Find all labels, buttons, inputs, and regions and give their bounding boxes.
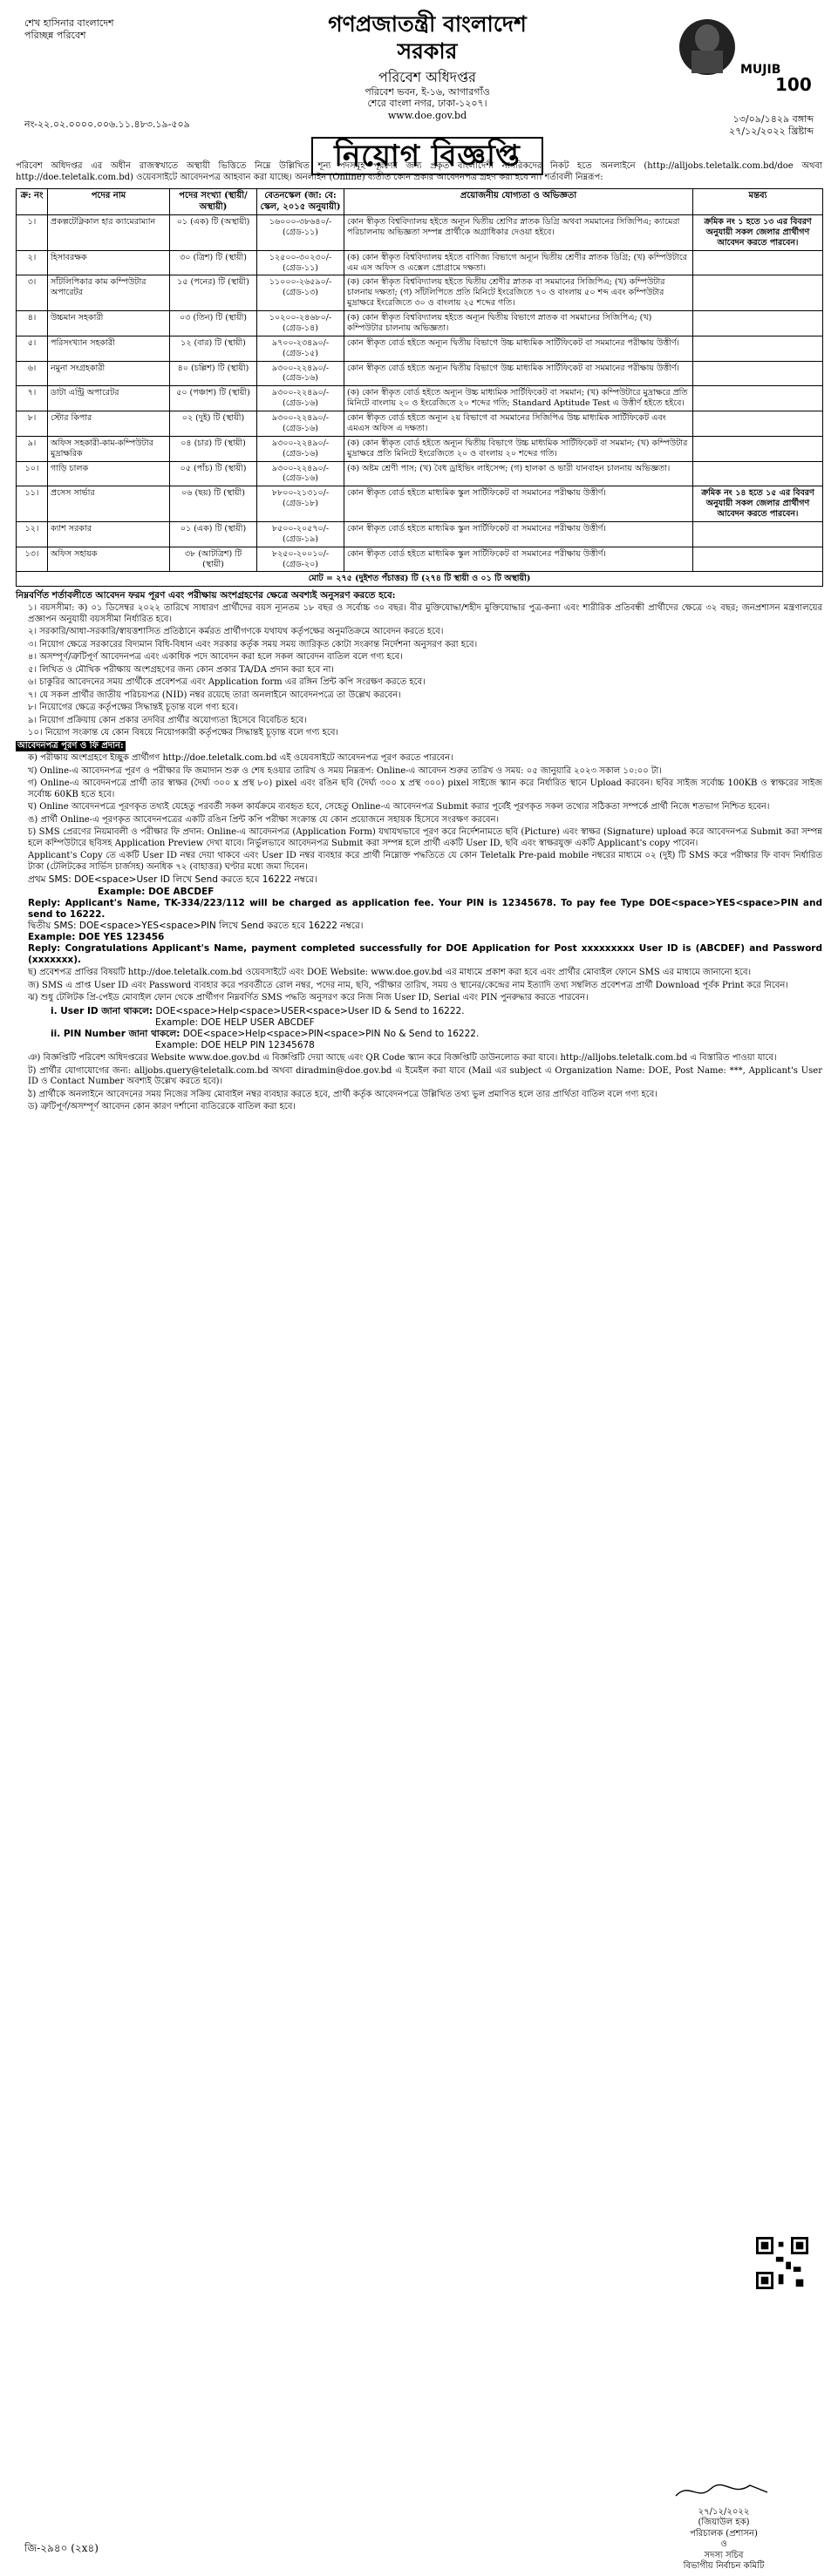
- cell-qualification: কোন স্বীকৃত বিশ্ববিদ্যালয় হইতে অন্যূন দ্বিতীয় শ্রেণির স্নাতক ডিগ্রি অথবা সমমানের সিজিপিএ; ক্যামেরা পরিচালনায় অভিজ্ঞতা সম্পন্ন প্রার্থীকে অগ্রাধিকার দেওয়া হইবে।: [344, 215, 693, 251]
- recovery-user-label: i. User ID জানা থাকলে:: [51, 1005, 153, 1016]
- final-point: ঞ) বিজ্ঞপ্তিটি পরিবেশ অধিদপ্তরের Website www.doe.gov.bd এ বিজ্ঞপ্তিটি দেয়া আছে এবং QR Code স্ক্যান করে বিজ্ঞপ্তিটি ডাউনলোড করা যাবে। http://alljobs.teletalk.com.bd এ বিস্তারিত পাওয়া যাবে।: [28, 1053, 777, 1064]
- svg-text:100: 100: [775, 74, 812, 95]
- cell-serial: ৩।: [17, 275, 48, 311]
- col-header-scale: বেতনস্কেল (জা: বে: স্কেল, ২০১৫ অনুযায়ী): [257, 189, 344, 215]
- cell-post-count: ৪০ (চল্লিশ) টি (স্থায়ী): [170, 361, 257, 386]
- cell-post-name: নমুনা সংগ্রহকারী: [48, 361, 170, 386]
- slogan: [24, 17, 181, 43]
- cell-serial: ২।: [17, 250, 48, 275]
- cell-pay-scale: ৯৩০০-২২৪৯০/- (গ্রেড-১৬): [257, 461, 344, 486]
- cell-post-name: গাড়ি চালক: [48, 461, 170, 486]
- gov-title: গণপ্রজাতন্ত্রী বাংলাদেশ সরকার: [328, 11, 527, 65]
- cell-post-name: প্রকল্পটেক্নিকাল হার ক্যামেরাম্যান: [48, 215, 170, 251]
- sms-reply-2: Reply: Congratulations Applicant's Name, payment completed successfully for DOE Application for Post xxxxxxxxx User ID is (ABCDEF) and Password (xxxxxxx).: [28, 943, 822, 966]
- date-block: [729, 113, 814, 138]
- cell-serial: ১২।: [17, 521, 48, 547]
- recovery-intro: ঝ) শুধু টেলিটক প্রি-পেইড মোবাইল ফোন থেকে প্রার্থীগণ নিম্নবর্ণিত SMS পদ্ধতি অনুসরণ করে নিজ নিজ User ID, Serial এবং PIN পুনরুদ্ধার করতে পারবেন।: [28, 993, 589, 1003]
- cell-post-name: ডাটা এন্ট্রি অপারেটর: [48, 386, 170, 411]
- cell-post-count: ০৫ (পাঁচ) টি (স্থায়ী): [170, 461, 257, 486]
- table-row: [17, 461, 823, 486]
- address-line-1: পরিবেশ ভবন, ই-১৬, আগারগাঁও: [364, 85, 490, 98]
- cell-remarks: ক্রমিক নং ১ হতে ১৩ এর বিবরণ অনুযায়ী সকল জেলার প্রার্থীগণ আবেদন করতে পারবেন।: [693, 215, 823, 251]
- cell-qualification: (ক) কোন স্বীকৃত বোর্ড হইতে অন্যূন দ্বিতীয় বিভাগে উচ্চ মাধ্যমিক সার্টিফিকেট বা সমমান; (খ) কম্পিউটার মুদ্রাক্ষরে প্রতি মিনিটে ইংরেজিতে ২০ ও বাংলায় ২০ শব্দের গতি।: [344, 436, 693, 461]
- date-bangla: ১৩/০৯/১৪২৯ বঙ্গাব্দ: [732, 113, 814, 125]
- cell-post-name: স্টোর কিপার: [48, 411, 170, 437]
- cell-pay-scale: ১১০০০-২৬৫৯০/- (গ্রেড-১৩): [257, 275, 344, 311]
- download-admit-card: জ) SMS এ প্রাপ্ত User ID এবং Password ব্যবহার করে পরবর্তীতে রোল নম্বর, পদের নাম, ছবি, পরীক্ষার তারিখ, সময় ও স্থানের/কেন্দ্রের নাম ইত্যাদি তথ্য সম্বলিত প্রবেশপত্র প্রার্থী Download পূর্বক Print করে নিবেন।: [28, 980, 788, 990]
- col-header-post: পদের নাম: [48, 189, 170, 215]
- website-link[interactable]: www.doe.gov.bd: [387, 110, 467, 121]
- address-line-2: শেরে বাংলা নগর, ঢাকা-১২০৭।: [367, 98, 487, 110]
- mujib-centenary-logo-icon: [672, 12, 812, 99]
- cell-post-name: অফিস সহায়ক: [48, 547, 170, 572]
- cell-qualification: কোন স্বীকৃত বোর্ড হইতে মাধ্যমিক স্কুল সার্টিফিকেট বা সমমানের পরীক্ষায় উত্তীর্ণ।: [344, 486, 693, 522]
- cell-remarks: [693, 275, 823, 311]
- svg-text:MUJIB: MUJIB: [740, 63, 781, 77]
- sms-reply-1: Reply: Applicant's Name, TK-334/223/112 will be charged as application fee. Your PIN is 12345678. To pay fee Type DOE<space>YES<space>PIN and send to 16222.: [28, 897, 822, 920]
- condition-item: ৮। নিয়োগের ক্ষেত্রে কর্তৃপক্ষের সিদ্ধান্তই চূড়ান্ত বলে গণ্য হবে।: [28, 703, 238, 713]
- signer-conjunction: ও: [720, 2539, 727, 2549]
- cell-serial: ৯।: [17, 436, 48, 461]
- cell-post-count: ০৩ (তিন) টি (স্থায়ী): [170, 311, 257, 336]
- table-row: [17, 275, 823, 311]
- cell-pay-scale: ৯৭০০-২৩৪৯০/- (গ্রেড-১৫): [257, 336, 344, 361]
- slogan-line-1: শেখ হাসিনার বাংলাদেশ: [24, 17, 114, 29]
- apply-heading: আবেদনপত্র পূরণ ও ফি প্রদান:: [17, 740, 124, 751]
- cell-qualification: (ক) অষ্টম শ্রেণী পাস; (খ) বৈধ ড্রাইভিং লাইসেন্স; (গ) হালকা ও ভারী যানবাহন চালনায় অভিজ্ঞতা।: [344, 461, 693, 486]
- memo-number: নং-২২.০২.০০০০.০০৬.১১.৪৮৩.১৯-৫০৯: [24, 119, 190, 130]
- cell-pay-scale: ৮৫০০-২০৫৭০/- (গ্রেড-১৯): [257, 521, 344, 547]
- signer-name: (জিয়াউল হক): [698, 2518, 750, 2527]
- recovery-user-example: Example: DOE HELP USER ABCDEF: [155, 1017, 315, 1028]
- sms-first-label: প্রথম SMS: DOE<space>User ID লিখে Send করতে হবে 16222 নম্বরে।: [28, 874, 317, 886]
- dept-name: পরিবেশ অধিদপ্তর: [378, 68, 476, 85]
- cell-post-name: উচ্চমান সহকারী: [48, 311, 170, 336]
- cell-remarks: [693, 250, 823, 275]
- qr-code-icon[interactable]: [756, 2237, 808, 2289]
- cell-qualification: কোন স্বীকৃত বোর্ড হইতে মাধ্যমিক স্কুল সার্টিফিকেট বা সমমানের পরীক্ষায় উত্তীর্ণ।: [344, 547, 693, 572]
- sms-example-1: Example: DOE ABCDEF: [98, 886, 215, 897]
- cell-pay-scale: ৯৩০০-২২৪৯০/- (গ্রেড-১৬): [257, 361, 344, 386]
- cell-qualification: (ক) কোন স্বীকৃত বোর্ড হইতে অন্যূন উচ্চ মাধ্যমিক সার্টিফিকেট বা সমমান; (খ) কম্পিউটারে মুদ্রাক্ষরে প্রতি মিনিটে বাংলায় ২০ ও ইংরেজিতে ২০ শব্দের গতি; Standard Aptitude Test এ উত্তীর্ণ হইতে হইবে।: [344, 386, 693, 411]
- sms-example-2: Example: DOE YES 123456: [28, 932, 165, 942]
- cell-remarks: ক্রমিক নং ১৪ হতে ১৫ এর বিবরণ অনুযায়ী সকল জেলার প্রার্থীগণ আবেদন করতে পারবেন।: [693, 486, 823, 522]
- cell-post-count: ৩৮ (আটত্রিশ) টি (স্থায়ী): [170, 547, 257, 572]
- title-text: নিয়োগ বিজ্ঞপ্তি: [311, 137, 543, 175]
- apply-point: খ) Online-এ আবেদনপত্র পূরণ ও পরীক্ষার ফি জমাদান শুরু ও শেষ হওয়ার তারিখ ও সময় নিম্নরূপ: Online-এ আবেদন শুরুর তারিখ ও সময়: ০৫ জানুয়ারি ২০২৩ সকাল ১০:০০ টা।: [28, 765, 662, 776]
- cell-post-count: ১২ (বার) টি (স্থায়ী): [170, 336, 257, 361]
- table-header-row: [17, 189, 823, 215]
- apply-point: ঙ) প্রার্থী Online-এ পূরণকৃত আবেদনপত্রের একটি রঙিন প্রিন্ট কপি পরীক্ষা সংক্রান্ত যে কোন প্রয়োজনে সহায়ক হিসেবে সংরক্ষণ করবেন।: [28, 814, 500, 825]
- cell-qualification: কোন স্বীকৃত বোর্ড হইতে অন্যূন দ্বিতীয় বিভাগে উচ্চ মাধ্যমিক সার্টিফিকেট বা সমমানের পরীক্ষায় উত্তীর্ণ।: [344, 336, 693, 361]
- signer-role: পরিচালক (প্রশাসন): [690, 2528, 758, 2539]
- cell-qualification: (ক) কোন স্বীকৃত বিশ্ববিদ্যালয় হইতে অন্যূন দ্বিতীয় বিভাগে স্নাতক বা সমমানের সিজিপিএ; (খ) কম্পিউটার চালনায় অভিজ্ঞতা।: [344, 311, 693, 336]
- govt-heading: [296, 10, 558, 122]
- final-point: ড) ত্রুটিপূর্ণ/অসম্পূর্ণ আবেদন কোন কারণ দর্শানো ব্যতিরেকে বাতিল করা হবে।: [28, 1102, 296, 1112]
- final-point: ট) প্রার্থীর যোগাযোগের জন্য: alljobs.query@teletalk.com.bd অথবা diradmin@doe.gov.bd এ ইমেইল করা যাবে (Mail এর subject এ Organization Name: DOE, Post Name: ***, Applicant's User ID ও Contact Number অবশ্যই উল্লেখ করতে হবে)।: [28, 1065, 822, 1087]
- apply-section: [16, 741, 822, 1113]
- cell-serial: ১।: [17, 215, 48, 251]
- cell-post-name: প্রসেস সার্ভার: [48, 486, 170, 522]
- cell-qualification: কোন স্বীকৃত বোর্ড হইতে মাধ্যমিক স্কুল সার্টিফিকেট বা সমমানের পরীক্ষায় উত্তীর্ণ।: [344, 521, 693, 547]
- cell-pay-scale: ১২৫০০-৩০২৩০/- (গ্রেড-১১): [257, 250, 344, 275]
- condition-item: ৪। অসম্পূর্ণ/ত্রুটিপূর্ণ আবেদনপত্র এবং একাধিক পদে আবেদন করা হলে সকল আবেদন বাতিল বলে গণ্য হবে।: [28, 652, 403, 663]
- cell-remarks: [693, 436, 823, 461]
- cell-post-name: হিসাবরক্ষক: [48, 250, 170, 275]
- recovery-pin-example: Example: DOE HELP PIN 12345678: [155, 1040, 315, 1051]
- final-point: ঠ) প্রার্থীকে অনলাইনে আবেদনের সময় নিজের সক্রিয় মোবাইল নম্বর ব্যবহার করতে হবে, প্রার্থী কর্তৃক আবেদনপত্রে উল্লিখিত তথ্য ভুল প্রমাণিত হলে তার প্রার্থিতা বাতিল বলে গণ্য হবে।: [28, 1089, 657, 1099]
- vacancy-table: [16, 188, 823, 587]
- cell-serial: ৪।: [17, 311, 48, 336]
- signature-date: ২৭/১২/২০২২: [698, 2506, 750, 2517]
- conditions-list: [16, 603, 822, 739]
- admit-card-notice: ছ) প্রবেশপত্র প্রাপ্তির বিষয়টি http://doe.teletalk.com.bd ওয়েবসাইটে এবং DOE Website: www.doe.gov.bd এর মাধ্যমে প্রকাশ করা হবে এবং প্রার্থীর মোবাইল ফোনে SMS এর মাধ্যমে জানানো হবে।: [28, 968, 752, 978]
- table-row: [17, 436, 823, 461]
- slogan-line-2: পরিচ্ছন্ন পরিবেশ: [24, 30, 86, 42]
- condition-item: ২। সরকারি/আধা-সরকারি/স্বায়ত্তশাসিত প্রতিষ্ঠানে কর্মরত প্রার্থীগণকে যথাযথ কর্তৃপক্ষের অনুমতিক্রমে আবেদন করতে হবে।: [28, 627, 444, 637]
- cell-serial: ৬।: [17, 361, 48, 386]
- cell-post-count: ০১ (এক) টি (অস্থায়ী): [170, 215, 257, 251]
- table-row: [17, 411, 823, 437]
- table-row: [17, 486, 823, 522]
- cell-serial: ১৩।: [17, 547, 48, 572]
- cell-post-count: ০১ (এক) টি (স্থায়ী): [170, 521, 257, 547]
- cell-serial: ৭।: [17, 386, 48, 411]
- cell-post-count: ৫০ (পঞ্চাশ) টি (স্থায়ী): [170, 386, 257, 411]
- apply-point: চ) SMS প্রেরণের নিয়মাবলী ও পরীক্ষার ফি প্রদান: Online-এ আবেদনপত্র (Application Form) যথাযথভাবে পূরণ করে নির্দেশনামতে ছবি (Picture) এবং স্বাক্ষর (Signature) upload করে আবেদনপত্র Submit করা সম্পন্ন হলে কম্পিউটারে ছবিসহ Application Preview দেখা যাবে। নির্ভুলভাবে আবেদনপত্র Submit করা সম্পন্ন হলে প্রার্থী একটি User ID, ছবি এবং স্বাক্ষরযুক্ত একটি Applicant's copy পাবেন।: [28, 827, 822, 848]
- condition-item: ১০। নিয়োগ সংক্রান্ত যে কোন বিষয়ে নিয়োগকারী কর্তৃপক্ষের সিদ্ধান্তই চূড়ান্ত বলে গণ্য হবে।: [28, 728, 338, 738]
- cell-pay-scale: ৮৮০০-২১৩১০/- (গ্রেড-১৮): [257, 486, 344, 522]
- col-header-sl: ক্র: নং: [17, 189, 48, 215]
- table-row: [17, 250, 823, 275]
- cell-remarks: [693, 361, 823, 386]
- sms-instructions: [28, 874, 822, 966]
- cell-serial: ১০।: [17, 461, 48, 486]
- cell-post-count: ০৪ (চার) টি (স্থায়ী): [170, 436, 257, 461]
- notice-page: [9, 9, 829, 2571]
- cell-remarks: [693, 461, 823, 486]
- cell-post-count: ০২ (দুই) টি (স্থায়ী): [170, 411, 257, 437]
- cell-remarks: [693, 336, 823, 361]
- condition-item: ১। বয়সসীমা: ক) ০১ ডিসেম্বর ২০২২ তারিখে সাধারণ প্রার্থীদের বয়স ন্যূনতম ১৮ বছর ও সর্বোচ্চ ৩০ বছর। বীর মুক্তিযোদ্ধা/শহীদ মুক্তিযোদ্ধার পুত্র-কন্যা এবং শারীরিক প্রতিবন্ধী প্রার্থীদের ক্ষেত্রে ৩২ বছর; জনপ্রশাসন মন্ত্রণালয়ের প্রজ্ঞাপন অনুযায়ী বয়সসীমা নির্ধারিত হবে।: [28, 603, 822, 624]
- ad-number: জি-২৯৪০ (২x৪): [24, 2542, 99, 2554]
- cell-remarks: [693, 411, 823, 437]
- recovery-user-cmd: DOE<space>Help<space>USER<space>User ID & Send to 16222.: [155, 1005, 465, 1016]
- table-row: [17, 521, 823, 547]
- intro-paragraph: পরিবেশ অধিদপ্তর এর অধীন রাজস্বখাতে অস্থায়ী ভিত্তিতে নিম্নে উল্লিখিত শূন্য পদসমূহ পূরণের জন্য প্রকৃত বাংলাদেশী নাগরিকদের নিকট হতে অনলাইনে (http://alljobs.teletalk.com.bd/doe অথবা http://doe.teletalk.com.bd) ওয়েবসাইটে আবেদনপত্র আহবান করা যাচ্ছে। অনলাইন (Online) ব্যতীত কোন প্রকার আবেদনপত্র গ্রহণ করা হবে না। শর্তাবলী নিম্নরূপ:: [16, 161, 822, 182]
- conditions-heading: নিম্নবর্ণিত শর্তাবলীতে আবেদন ফরম পূরণ এবং পরীক্ষায় অংশগ্রহণের ক্ষেত্রে অবশ্যই অনুসরণ করতে হবে:: [16, 590, 396, 602]
- table-row: [17, 361, 823, 386]
- col-header-remarks: মন্তব্য: [693, 189, 823, 215]
- table-row: [17, 386, 823, 411]
- cell-post-name: সাঁটলিপিকার কাম কম্পিউটার অপারেটর: [48, 275, 170, 311]
- cell-qualification: কোন স্বীকৃত বোর্ড হইতে অন্যূন ২য় বিভাগে বা সমমানের সিজিপিএ উচ্চ মাধ্যমিক সার্টিফিকেট এবং এমএস অফিস এ দক্ষতা।: [344, 411, 693, 437]
- condition-item: ৭। যে সকল প্রার্থীর জাতীয় পরিচয়পত্র (NID) নম্বর রয়েছে তারা অনলাইনে আবেদনপত্রে তা উল্লেখ করবেন।: [28, 690, 401, 700]
- cell-pay-scale: ৯৩০০-২২৪৯০/- (গ্রেড-১৬): [257, 436, 344, 461]
- cell-remarks: [693, 311, 823, 336]
- table-total-row: [17, 572, 823, 587]
- notice-title: [253, 138, 602, 175]
- cell-pay-scale: ৮২৫০-২০০১০/- (গ্রেড-২০): [257, 547, 344, 572]
- cell-pay-scale: ১০২০০-২৪৬৮০/- (গ্রেড-১৪): [257, 311, 344, 336]
- cell-post-count: ১৫ (পনের) টি (স্থায়ী): [170, 275, 257, 311]
- apply-point: ঘ) Online আবেদনপত্রে পূরণকৃত তথ্যই যেহেতু পরবর্তী সকল কার্যক্রমে ব্যবহৃত হবে, সেহেতু Online-এ আবেদনপত্র Submit করার পূর্বেই পূরণকৃত সকল তথ্যের সঠিকতা সম্পর্কে প্রার্থী নিজে শতভাগ নিশ্চিত হবেন।: [28, 802, 770, 812]
- condition-item: ৯। নিয়োগ প্রক্রিয়ায় কোন প্রকার তদবির প্রার্থীর অযোগ্যতা হিসেবে বিবেচিত হবে।: [28, 715, 307, 725]
- table-row: [17, 336, 823, 361]
- cell-pay-scale: ৯৩০০-২২৪৯০/- (গ্রেড-১৬): [257, 386, 344, 411]
- total-posts: মোট = ২৭৫ (দুইশত পঁচাত্তর) টি (২৭৪ টি স্থায়ী ও ০১ টি অস্থায়ী): [17, 572, 823, 587]
- col-header-count: পদের সংখ্যা (স্থায়ী/অস্থায়ী): [170, 189, 257, 215]
- recovery-pin-cmd: DOE<space>Help<space>PIN<space>PIN No & Send to 16222.: [182, 1029, 480, 1040]
- condition-item: ৬। চাকুরির আবেদনের সময় প্রার্থীকে প্রবেশপত্র এবং Application form এর রঙ্গিন প্রিন্ট কপি সংরক্ষণ করতে হবে।: [28, 677, 426, 688]
- signature-scribble-icon: [671, 2480, 776, 2503]
- table-row: [17, 311, 823, 336]
- cell-remarks: [693, 547, 823, 572]
- cell-serial: ৮।: [17, 411, 48, 437]
- table-row: [17, 547, 823, 572]
- col-header-qualification: প্রয়োজনীয় যোগ্যতা ও অভিজ্ঞতা: [344, 189, 693, 215]
- date-english: ২৭/১২/২০২২ খ্রিষ্টাব্দ: [729, 125, 814, 137]
- table-row: [17, 215, 823, 251]
- sms-second-label: দ্বিতীয় SMS: DOE<space>YES<space>PIN লিখে Send করতে হবে 16222 নম্বরে।: [28, 920, 364, 931]
- cell-qualification: (ক) কোন স্বীকৃত বিশ্ববিদ্যালয় হইতে দ্বিতীয় শ্রেণীর স্নাতক বা সমমানের সিজিপিএ; (খ) কম্পিউটার চালনায় দক্ষতা; (গ) সাঁটলিপিতে প্রতি মিনিটে ইংরেজিতে ৭০ ও বাংলায় ৫০ শব্দ এবং কম্পিউটার মুদ্রাক্ষরে ইংরেজিতে ৩০ ও বাংলায় ২৫ শব্দের গতি।: [344, 275, 693, 311]
- condition-item: ৩। নিয়োগ ক্ষেত্রে সরকারের বিদ্যমান বিধি-বিধান এবং সরকার কর্তৃক সময় সময় জারিকৃত কোটা সংক্রান্ত নির্দেশনা অনুসরণ করা হবে।: [28, 639, 478, 649]
- committee-role: সদস্য সচিব: [704, 2550, 744, 2560]
- cell-pay-scale: ৯৩০০-২২৪৯০/- (গ্রেড-১৬): [257, 411, 344, 437]
- cell-serial: ১১।: [17, 486, 48, 522]
- cell-serial: ৫।: [17, 336, 48, 361]
- signature-block: [632, 2480, 815, 2573]
- apply-point: গ) Online-এ আবেদনপত্রে প্রার্থী তার স্বাক্ষর (দৈর্ঘ্য ৩০০ x প্রস্থ ৮০) pixel এবং রঙিন ছবি (দৈর্ঘ্য ৩০০ x প্রস্থ ৩০০) pixel সাইজে স্ক্যান করে নির্ধারিত স্থানে Upload করবেন। ছবির সাইজ সর্বোচ্চ 100KB ও স্বাক্ষরের সাইজ সর্বোচ্চ 60KB হতে হবে।: [28, 778, 822, 799]
- sms-intro: Applicant's Copy তে একটি User ID নম্বর দেয়া থাকবে এবং User ID নম্বর ব্যবহার করে প্রার্থী নিম্নোক্ত পদ্ধতিতে যে কোন Teletalk Pre-paid mobile নম্বরের মাধ্যমে ০২ (দুই) টি SMS করে পরীক্ষার ফি বাবদ নির্ধারিত টাকা (টেলিটকের সার্ভিস চার্জসহ) অনধিক ৭২ (বাহাত্তর) ঘণ্টার মধ্যে জমা দিবেন।: [28, 851, 822, 872]
- cell-post-count: ০৬ (ছয়) টি (স্থায়ী): [170, 486, 257, 522]
- cell-post-name: অফিস সহকারী-কাম-কম্পিউটার মুদ্রাক্ষরিক: [48, 436, 170, 461]
- condition-item: ৫। লিখিত ও মৌখিক পরীক্ষায় অংশগ্রহণের জন্য কোন প্রকার TA/DA প্রদান করা হবে না।: [28, 664, 334, 675]
- recovery-instructions: [51, 1006, 731, 1052]
- cell-pay-scale: ১৬০০০-৩৮৬৪০/- (গ্রেড-১১): [257, 215, 344, 251]
- cell-qualification: (ক) কোন স্বীকৃত বিশ্ববিদ্যালয় হইতে বাণিজ্য বিভাগে অন্যূন দ্বিতীয় শ্রেণীর স্নাতক ডিগ্রি; (খ) কম্পিউটারে এম এস অফিস ও এক্সেল প্রোগ্রামে দক্ষতা।: [344, 250, 693, 275]
- recovery-pin-label: ii. PIN Number জানা থাকলে:: [51, 1029, 181, 1040]
- cell-remarks: [693, 521, 823, 547]
- cell-post-name: ক্যাশ সরকার: [48, 521, 170, 547]
- cell-remarks: [693, 386, 823, 411]
- cell-post-count: ৩০ (ত্রিশ) টি (স্থায়ী): [170, 250, 257, 275]
- apply-point: ক) পরীক্ষায় অংশগ্রহণে ইচ্ছুক প্রার্থীগণ http://doe.teletalk.com.bd এই ওয়েবসাইটে আবেদনপত্র পূরণ করতে পারবেন।: [28, 753, 453, 764]
- cell-qualification: কোন স্বীকৃত বোর্ড হইতে অন্যূন দ্বিতীয় বিভাগে উচ্চ মাধ্যমিক সার্টিফিকেট বা সমমানের পরীক্ষায় উত্তীর্ণ।: [344, 361, 693, 386]
- committee-name: বিভাগীয় নির্বাচন কমিটি: [683, 2561, 765, 2571]
- cell-post-name: পরিসংখ্যান সহকারী: [48, 336, 170, 361]
